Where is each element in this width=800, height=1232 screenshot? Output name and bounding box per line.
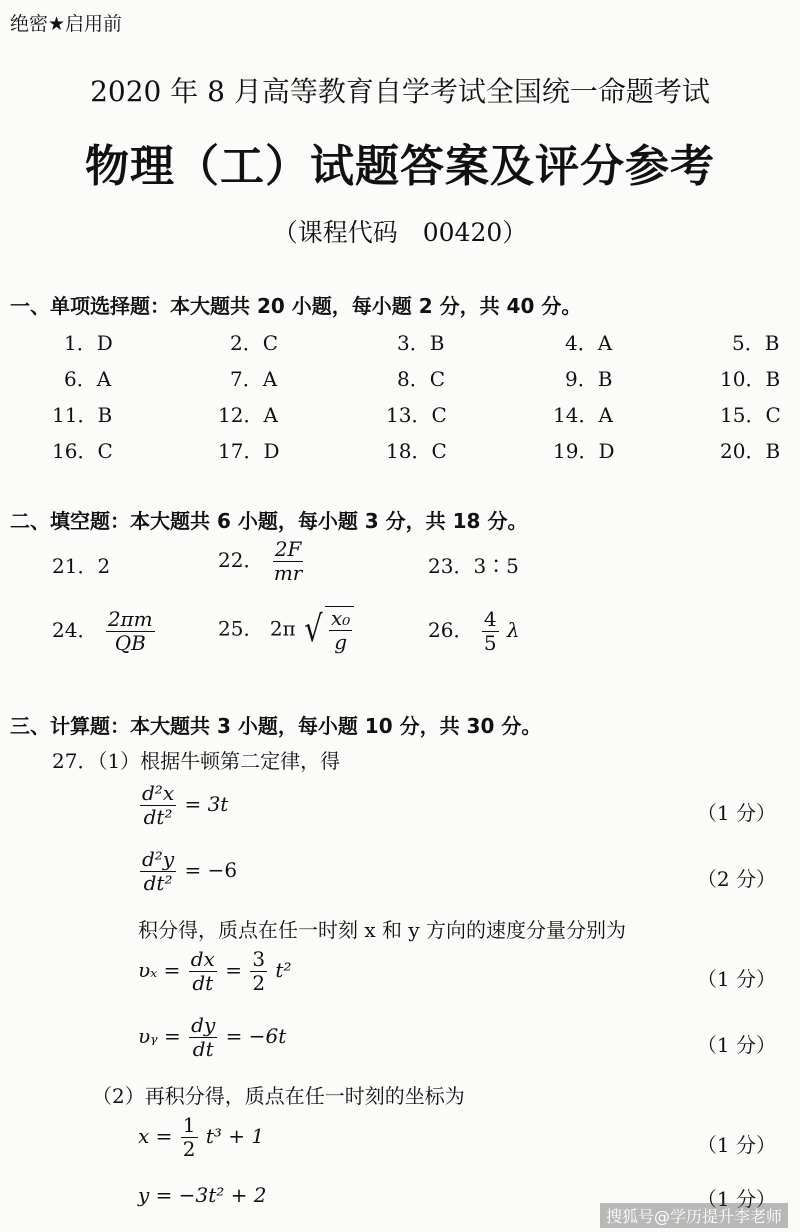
eq4-fraction [189,1014,217,1061]
q25-label: 25． [218,616,264,641]
section3-heading: 三、计算题：本大题共 3 小题，每小题 10 分，共 30 分。 [10,714,542,738]
score-eq3: （1 分） [696,967,776,991]
answer-3: 3．B [397,331,445,355]
q26-fraction [482,608,499,655]
q26-suffix: λ [506,618,520,642]
q24-label: 24． [52,618,98,642]
fill-answer-25 [218,606,354,654]
score-eq1: （1 分） [696,801,776,825]
answer-6: 6．A [64,367,112,391]
eq3-fraction-a [189,948,217,995]
eq2-fraction [140,848,176,895]
q24-numerator: 2πm [107,607,153,631]
q25-sqrt [302,606,354,654]
course-code: （课程代码 00420） [272,218,528,247]
eq3-fraction-b [250,948,267,995]
answer-2: 2．C [230,331,279,355]
answer-4: 4．A [565,331,613,355]
eq3-denominator-2: 2 [252,971,266,995]
sqrt-sign-icon: √ [304,609,323,650]
answer-20: 20．B [720,439,781,463]
section2-heading: 二、填空题：本大题共 6 小题，每小题 3 分，共 18 分。 [10,509,528,533]
q22-numerator: 2F [274,537,302,561]
answer-15: 15．C [720,403,781,427]
eq5-numerator: 1 [182,1113,196,1137]
q22-label: 22． [218,548,264,572]
section1-heading: 一、单项选择题：本大题共 20 小题，每小题 2 分，共 40 分。 [10,294,582,318]
score-eq2: （2 分） [696,867,776,891]
answer-18: 18．C [386,439,447,463]
eq3-mid: = [225,958,242,982]
fill-answer-23: 23．3∶5 [428,554,519,578]
eq3-lhs: υₓ = [138,958,181,982]
equation-4 [138,1014,286,1061]
answer-8: 8．C [397,367,446,391]
answer-1: 1．D [64,331,113,355]
q26-numerator: 4 [483,607,497,631]
answer-9: 9．B [565,367,613,391]
eq3-numerator-2: 3 [252,947,266,971]
q27-intro: 27．（1）根据牛顿第二定律，得 [52,749,341,773]
q22-fraction [272,538,305,585]
eq1-rhs: = 3t [184,792,229,816]
score-eq5: （1 分） [696,1133,776,1157]
answer-11: 11．B [52,403,113,427]
q24-fraction [106,608,155,655]
eq5-fraction [181,1114,198,1161]
eq2-denominator: dt² [143,871,173,895]
equation-2 [138,848,237,895]
answer-17: 17．D [218,439,280,463]
fill-answer-26 [428,608,520,655]
eq5-denominator: 2 [182,1137,196,1161]
q22-denominator: mr [273,561,303,585]
eq1-denominator: dt² [143,805,173,829]
q26-label: 26． [428,618,474,642]
answer-16: 16．C [52,439,113,463]
answer-13: 13．C [386,403,447,427]
eq1-numerator: d²x [142,781,175,805]
fill-answer-21: 21．2 [52,554,111,578]
eq2-numerator: d²y [142,847,175,871]
eq3-rhs: t² [275,958,292,982]
eq3-denominator: dt [192,971,214,995]
page-title: 物理（工）试题答案及评分参考 [85,141,715,192]
answer-12: 12．A [218,403,278,427]
eq4-numerator: dy [191,1013,216,1037]
q24-denominator: QB [114,631,146,655]
eq4-lhs: υᵧ = [138,1024,181,1048]
eq2-rhs: = −6 [184,858,238,882]
part2-text: （2）再积分得，质点在任一时刻的坐标为 [92,1084,465,1108]
eq3-numerator: dx [190,947,215,971]
q25-fraction [329,607,352,654]
integrate-text: 积分得，质点在任一时刻 x 和 y 方向的速度分量分别为 [138,918,627,942]
answer-14: 14．A [553,403,613,427]
score-eq4: （1 分） [696,1033,776,1057]
equation-3 [138,948,291,995]
eq5-rhs: t³ + 1 [205,1124,265,1148]
eq4-denominator: dt [192,1037,214,1061]
q26-denominator: 5 [483,631,497,655]
answer-5: 5．B [732,331,780,355]
fill-answer-24 [52,608,157,655]
score-eq6: （1 分） [696,1187,776,1211]
eq1-fraction [140,782,176,829]
equation-6: y = −3t² + 2 [138,1183,267,1207]
exam-subtitle: 2020 年 8 月高等教育自学考试全国统一命题考试 [90,75,710,108]
equation-1 [138,782,228,829]
answer-10: 10．B [720,367,781,391]
answer-7: 7．A [230,367,278,391]
answer-19: 19．D [553,439,615,463]
q25-denominator: g [334,630,348,654]
equation-5 [138,1114,264,1161]
q25-numerator: x₀ [331,606,351,630]
eq4-rhs: = −6t [225,1024,287,1048]
q25-prefix: 2π [269,616,296,641]
fill-answer-22 [218,538,306,585]
confidential-label: 绝密★启用前 [10,13,123,35]
eq5-lhs: x = [138,1124,173,1148]
watermark-label: 搜狐号@学历提升李老师 [600,1203,788,1228]
